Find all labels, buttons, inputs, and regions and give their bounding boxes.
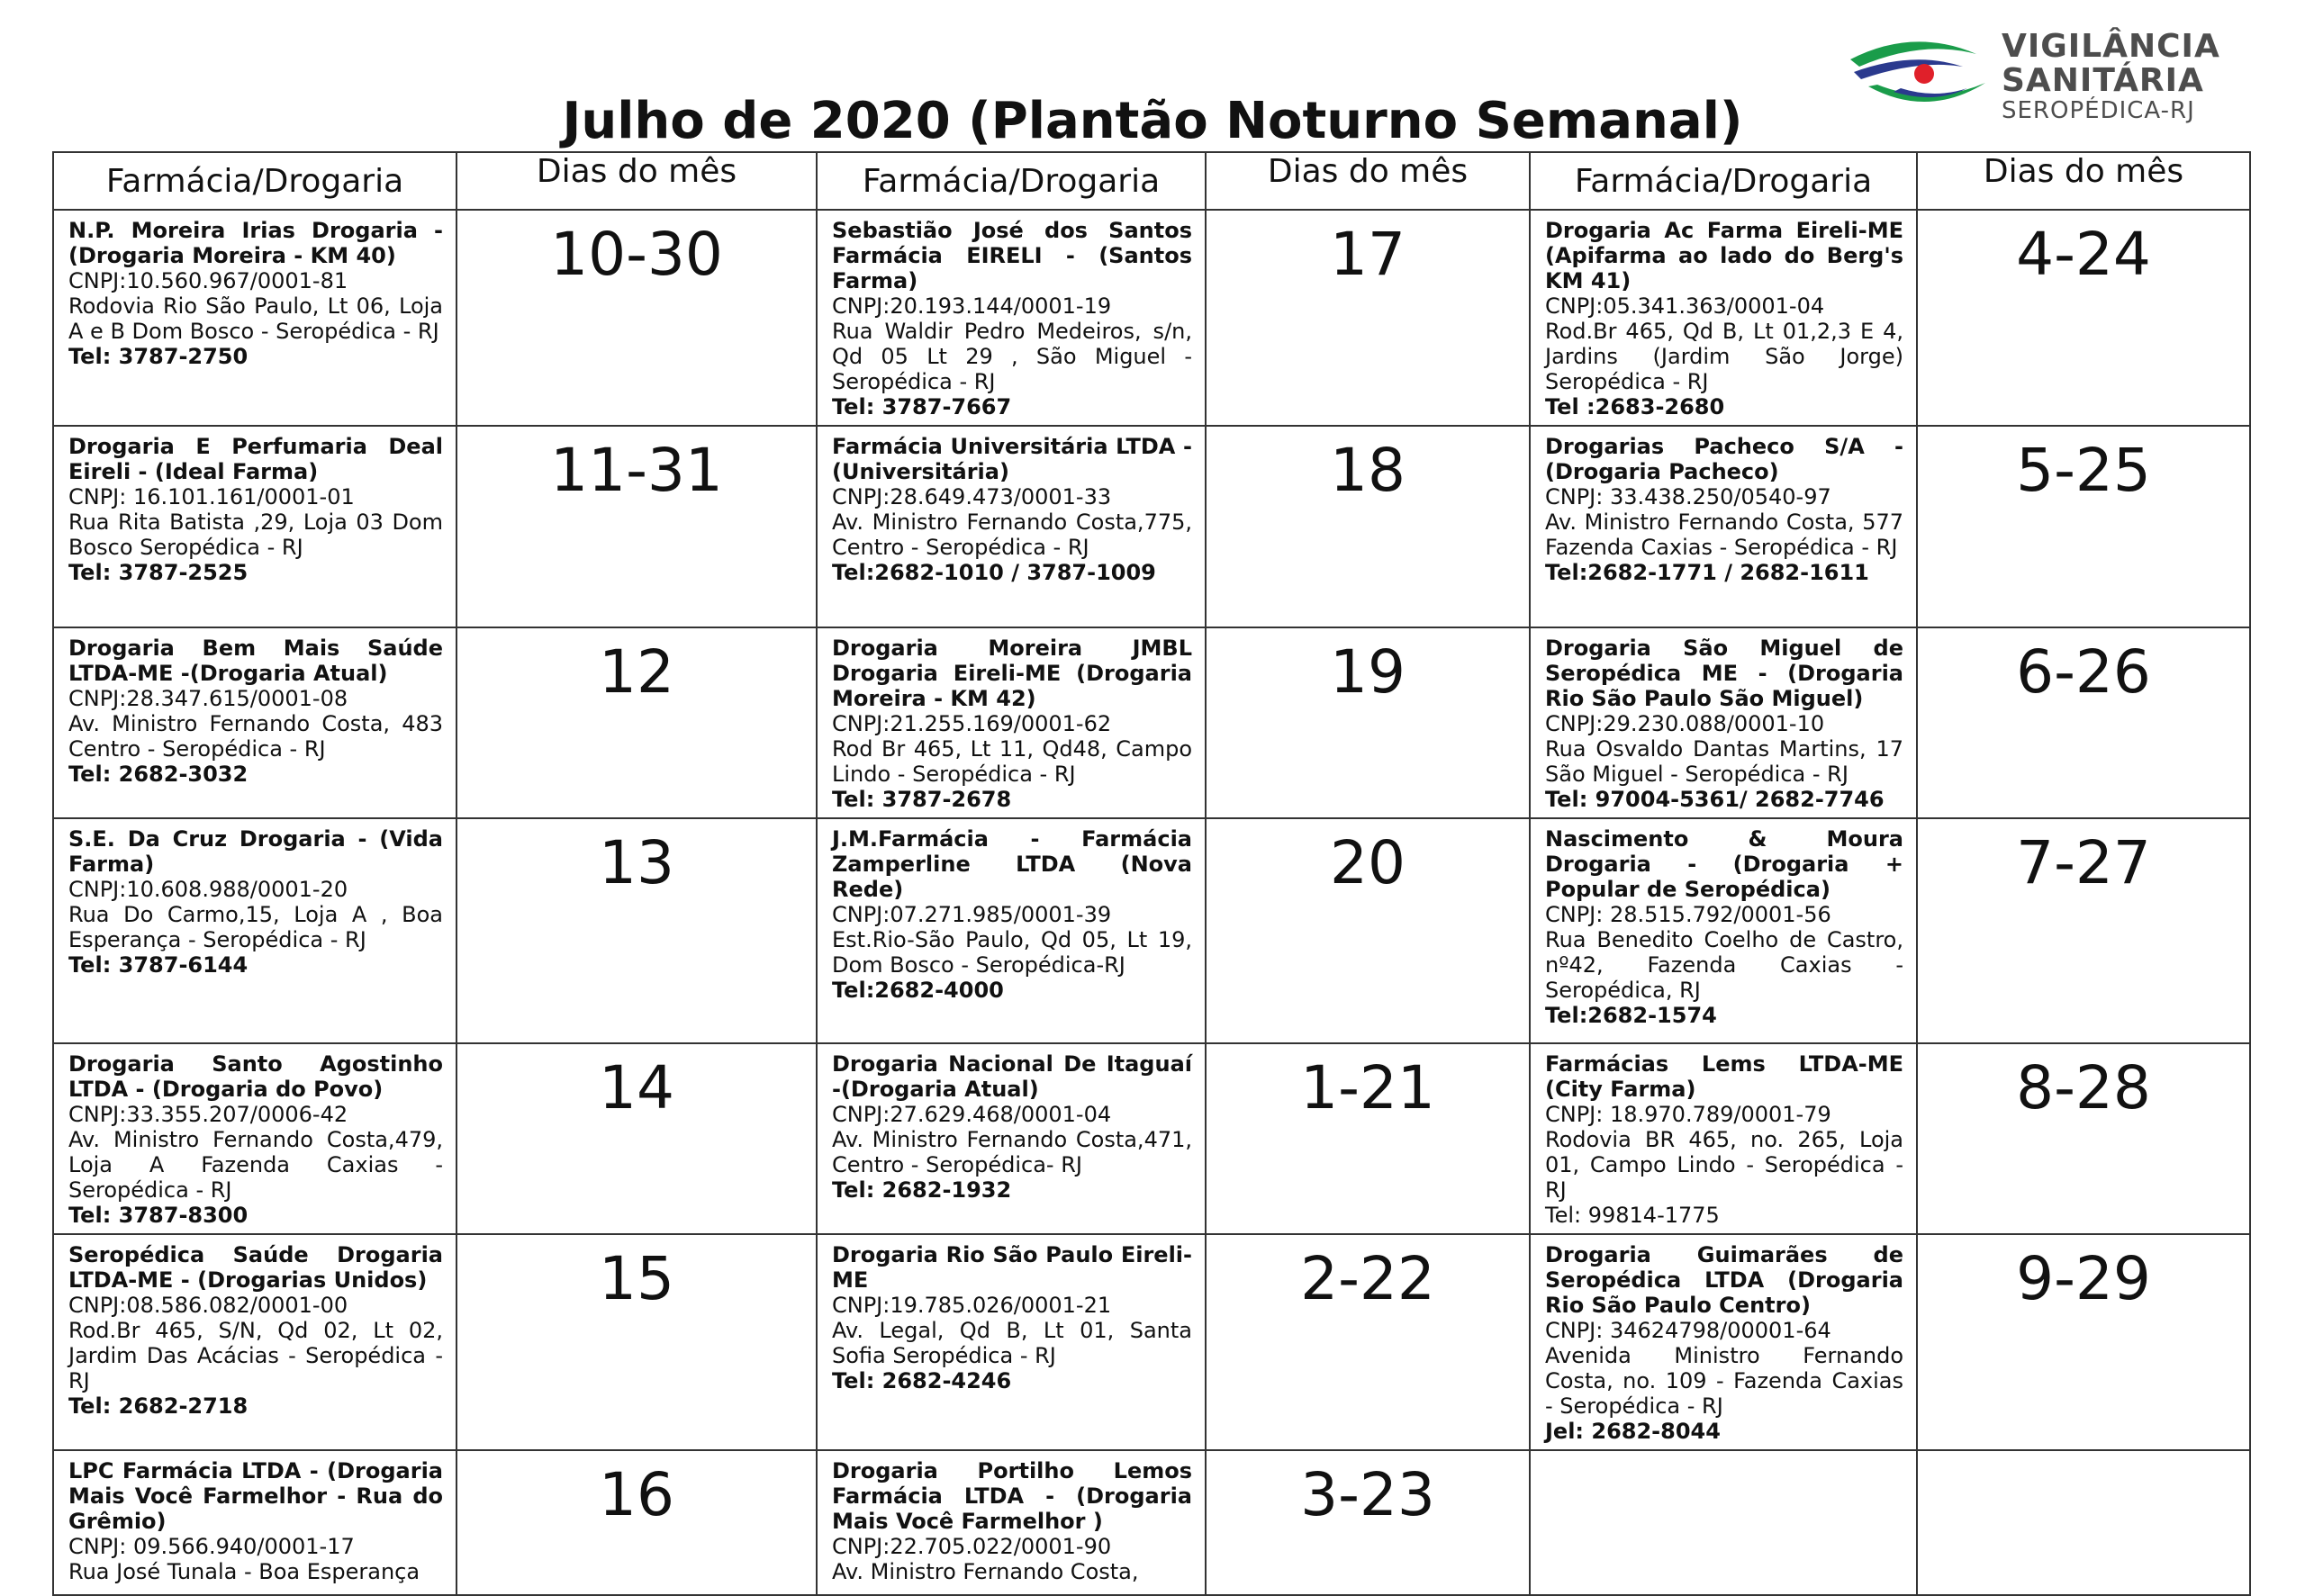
pharmacy-address: Rod.Br 465, S/N, Qd 02, Lt 02, Jardim Das Acácias - Seropédica - RJ bbox=[68, 1318, 443, 1393]
pharmacy-name: Drogaria Moreira JMBL Drogaria Eireli-ME (Drogaria Moreira - KM 42) bbox=[832, 636, 1192, 711]
pharmacy-cnpj: CNPJ:28.649.473/0001-33 bbox=[832, 484, 1112, 509]
pharmacy-address: Rua Do Carmo,15, Loja A , Boa Esperança - Seropédica - RJ bbox=[68, 902, 443, 952]
pharmacy-address: Av. Ministro Fernando Costa, bbox=[832, 1559, 1139, 1584]
duty-days-cell: 2-22 bbox=[1206, 1234, 1530, 1450]
col-header-days: Dias do mês bbox=[1206, 152, 1530, 210]
pharmacy-phone: Tel: 2682-4246 bbox=[832, 1368, 1012, 1393]
table-row bbox=[53, 1234, 2250, 1450]
pharmacy-phone: Tel: 3787-8300 bbox=[68, 1203, 249, 1228]
duty-days-cell: 11-31 bbox=[456, 426, 817, 627]
duty-days-cell: 16 bbox=[456, 1450, 817, 1595]
pharmacy-cell bbox=[1530, 1450, 1917, 1595]
pharmacy-cell bbox=[53, 210, 456, 426]
pharmacy-cell bbox=[53, 818, 456, 1043]
pharmacy-cnpj: CNPJ:19.785.026/0001-21 bbox=[832, 1293, 1112, 1318]
duty-days-cell: 4-24 bbox=[1917, 210, 2250, 426]
pharmacy-phone: Tel:2682-1771 / 2682-1611 bbox=[1545, 560, 1869, 585]
pharmacy-cell bbox=[1530, 426, 1917, 627]
duty-days-cell: 1-21 bbox=[1206, 1043, 1530, 1234]
pharmacy-name: Drogaria Rio São Paulo Eireli- ME bbox=[832, 1242, 1192, 1293]
pharmacy-phone: Jel: 2682-8044 bbox=[1545, 1419, 1721, 1444]
pharmacy-phone: Tel :2683-2680 bbox=[1545, 394, 1725, 419]
pharmacy-cnpj: CNPJ: 33.438.250/0540-97 bbox=[1545, 484, 1831, 509]
duty-days-cell: 18 bbox=[1206, 426, 1530, 627]
pharmacy-cnpj: CNPJ:05.341.363/0001-04 bbox=[1545, 293, 1825, 319]
pharmacy-address: Est.Rio-São Paulo, Qd 05, Lt 19, Dom Bosco - Seropédica-RJ bbox=[832, 927, 1192, 978]
pharmacy-address: Rua Benedito Coelho de Castro, nº42, Fazenda Caxias - Seropédica, RJ bbox=[1545, 927, 1903, 1003]
pharmacy-address: Rod.Br 465, Qd B, Lt 01,2,3 E 4, Jardins (Jardim São Jorge) Seropédica - RJ bbox=[1545, 319, 1903, 394]
pharmacy-name: Drogaria Santo Agostinho LTDA - (Drogaria do Povo) bbox=[68, 1051, 443, 1102]
pharmacy-cnpj: CNPJ:21.255.169/0001-62 bbox=[832, 711, 1112, 736]
table-row bbox=[53, 627, 2250, 818]
pharmacy-cnpj: CNPJ:10.560.967/0001-81 bbox=[68, 268, 348, 293]
pharmacy-name: Nascimento & Moura Drogaria - (Drogaria + Popular de Seropédica) bbox=[1545, 826, 1903, 902]
table-row bbox=[53, 1043, 2250, 1234]
pharmacy-address: Av. Legal, Qd B, Lt 01, Santa Sofia Seropédica - RJ bbox=[832, 1318, 1192, 1368]
pharmacy-name: Drogaria Guimarães de Seropédica LTDA (Drogaria Rio São Paulo Centro) bbox=[1545, 1242, 1903, 1318]
pharmacy-cell bbox=[817, 1234, 1206, 1450]
pharmacy-cell bbox=[53, 1450, 456, 1595]
pharmacy-cell bbox=[817, 426, 1206, 627]
pharmacy-cnpj: CNPJ:29.230.088/0001-10 bbox=[1545, 711, 1825, 736]
pharmacy-phone: Tel: 99814-1775 bbox=[1545, 1203, 1720, 1228]
pharmacy-cell bbox=[53, 1234, 456, 1450]
pharmacy-name: Drogaria Ac Farma Eireli-ME (Apifarma ao lado do Berg's KM 41) bbox=[1545, 218, 1903, 293]
pharmacy-address: Av. Ministro Fernando Costa,471, Centro - Seropédica- RJ bbox=[832, 1127, 1192, 1177]
pharmacy-phone: Tel: 3787-2678 bbox=[832, 787, 1012, 812]
duty-days-cell: 12 bbox=[456, 627, 817, 818]
pharmacy-phone: Tel: 3787-2750 bbox=[68, 344, 249, 369]
pharmacy-cell bbox=[817, 1043, 1206, 1234]
duty-days-cell: 3-23 bbox=[1206, 1450, 1530, 1595]
duty-days-cell: 14 bbox=[456, 1043, 817, 1234]
pharmacy-address: Rua José Tunala - Boa Esperança bbox=[68, 1559, 420, 1584]
pharmacy-cnpj: CNPJ:33.355.207/0006-42 bbox=[68, 1102, 348, 1127]
pharmacy-cnpj: CNPJ:07.271.985/0001-39 bbox=[832, 902, 1112, 927]
pharmacy-phone: Tel: 2682-2718 bbox=[68, 1393, 249, 1419]
pharmacy-cell bbox=[1530, 818, 1917, 1043]
pharmacy-phone: Tel: 3787-6144 bbox=[68, 952, 249, 978]
logo-line-2: SANITÁRIA bbox=[2002, 62, 2204, 99]
table-row bbox=[53, 210, 2250, 426]
duty-days-cell: 8-28 bbox=[1917, 1043, 2250, 1234]
pharmacy-cell bbox=[1530, 1234, 1917, 1450]
logo-line-3: SEROPÉDICA-RJ bbox=[2002, 97, 2195, 124]
pharmacy-cnpj: CNPJ:27.629.468/0001-04 bbox=[832, 1102, 1112, 1127]
pharmacy-name: Seropédica Saúde Drogaria LTDA-ME - (Drogarias Unidos) bbox=[68, 1242, 443, 1293]
pharmacy-address: Rodovia BR 465, no. 265, Loja 01, Campo Lindo - Seropédica - RJ bbox=[1545, 1127, 1903, 1203]
pharmacy-cell bbox=[53, 627, 456, 818]
pharmacy-name: Farmácia Universitária LTDA -(Universitária) bbox=[832, 434, 1192, 484]
pharmacy-cnpj: CNPJ: 09.566.940/0001-17 bbox=[68, 1534, 355, 1559]
pharmacy-address: Rua Waldir Pedro Medeiros, s/n, Qd 05 Lt 29 , São Miguel - Seropédica - RJ bbox=[832, 319, 1192, 394]
pharmacy-cell bbox=[53, 426, 456, 627]
pharmacy-address: Rod Br 465, Lt 11, Qd48, Campo Lindo - Seropédica - RJ bbox=[832, 736, 1192, 787]
pharmacy-name: Drogaria Nacional De Itaguaí -(Drogaria Atual) bbox=[832, 1051, 1192, 1102]
pharmacy-cell bbox=[817, 1450, 1206, 1595]
pharmacy-cnpj: CNPJ:22.705.022/0001-90 bbox=[832, 1534, 1112, 1559]
pharmacy-cnpj: CNPJ:10.608.988/0001-20 bbox=[68, 877, 348, 902]
duty-days-cell: 15 bbox=[456, 1234, 817, 1450]
pharmacy-name: Drogaria Portilho Lemos Farmácia LTDA - (Drogaria Mais Você Farmelhor ) bbox=[832, 1458, 1192, 1534]
duty-days-cell: 7-27 bbox=[1917, 818, 2250, 1043]
pharmacy-cnpj: CNPJ:20.193.144/0001-19 bbox=[832, 293, 1112, 319]
pharmacy-name: Farmácias Lems LTDA-ME (City Farma) bbox=[1545, 1051, 1903, 1102]
pharmacy-address: Av. Ministro Fernando Costa, 577 Fazenda Caxias - Seropédica - RJ bbox=[1545, 509, 1903, 560]
pharmacy-phone: Tel:2682-1010 / 3787-1009 bbox=[832, 560, 1156, 585]
pharmacy-name: S.E. Da Cruz Drogaria - (Vida Farma) bbox=[68, 826, 443, 877]
pharmacy-address: Rodovia Rio São Paulo, Lt 06, Loja A e B Dom Bosco - Seropédica - RJ bbox=[68, 293, 443, 344]
pharmacy-name: Drogaria E Perfumaria Deal Eireli - (Ideal Farma) bbox=[68, 434, 443, 484]
pharmacy-address: Av. Ministro Fernando Costa,479, Loja A Fazenda Caxias - Seropédica - RJ bbox=[68, 1127, 443, 1203]
col-header-pharmacy: Farmácia/Drogaria bbox=[53, 152, 456, 210]
col-header-days: Dias do mês bbox=[456, 152, 817, 210]
pharmacy-cnpj: CNPJ: 16.101.161/0001-01 bbox=[68, 484, 355, 509]
page-title: Julho de 2020 (Plantão Noturno Semanal) bbox=[562, 92, 1743, 150]
table-row bbox=[53, 818, 2250, 1043]
col-header-days: Dias do mês bbox=[1917, 152, 2250, 210]
pharmacy-phone: Tel: 2682-3032 bbox=[68, 762, 249, 787]
duty-days-cell: 10-30 bbox=[456, 210, 817, 426]
pharmacy-name: Drogaria São Miguel de Seropédica ME - (Drogaria Rio São Paulo São Miguel) bbox=[1545, 636, 1903, 711]
pharmacy-name: N.P. Moreira Irias Drogaria - (Drogaria Moreira - KM 40) bbox=[68, 218, 443, 268]
pharmacy-phone: Tel: 3787-2525 bbox=[68, 560, 249, 585]
pharmacy-phone: Tel: 3787-7667 bbox=[832, 394, 1012, 419]
col-header-pharmacy: Farmácia/Drogaria bbox=[1530, 152, 1917, 210]
pharmacy-phone: Tel:2682-4000 bbox=[832, 978, 1004, 1003]
pharmacy-cnpj: CNPJ:28.347.615/0001-08 bbox=[68, 686, 348, 711]
duty-days-cell: 20 bbox=[1206, 818, 1530, 1043]
table-row bbox=[53, 1450, 2250, 1595]
pharmacy-cell bbox=[817, 210, 1206, 426]
pharmacy-name: Drogarias Pacheco S/A - (Drogaria Pacheco) bbox=[1545, 434, 1903, 484]
logo-line-1: VIGILÂNCIA bbox=[2002, 28, 2220, 65]
pharmacy-phone: Tel: 97004-5361/ 2682-7746 bbox=[1545, 787, 1885, 812]
pharmacy-name: Sebastião José dos Santos Farmácia EIRELI - (Santos Farma) bbox=[832, 218, 1192, 293]
duty-days-cell: 13 bbox=[456, 818, 817, 1043]
duty-days-cell: 19 bbox=[1206, 627, 1530, 818]
header-row bbox=[53, 152, 2250, 210]
duty-days-cell: 9-29 bbox=[1917, 1234, 2250, 1450]
pharmacy-cnpj: CNPJ: 28.515.792/0001-56 bbox=[1545, 902, 1831, 927]
pharmacy-name: J.M.Farmácia - Farmácia Zamperline LTDA (Nova Rede) bbox=[832, 826, 1192, 902]
duty-days-cell: 17 bbox=[1206, 210, 1530, 426]
pharmacy-cell bbox=[817, 627, 1206, 818]
pharmacy-cell bbox=[1530, 1043, 1917, 1234]
schedule-table bbox=[52, 151, 2251, 1596]
pharmacy-address: Avenida Ministro Fernando Costa, no. 109 - Fazenda Caxias - Seropédica - RJ bbox=[1545, 1343, 1903, 1419]
pharmacy-address: Rua Rita Batista ,29, Loja 03 Dom Bosco Seropédica - RJ bbox=[68, 509, 443, 560]
pharmacy-cnpj: CNPJ:08.586.082/0001-00 bbox=[68, 1293, 348, 1318]
duty-days-cell: 5-25 bbox=[1917, 426, 2250, 627]
duty-days-cell: 6-26 bbox=[1917, 627, 2250, 818]
pharmacy-cnpj: CNPJ: 18.970.789/0001-79 bbox=[1545, 1102, 1831, 1127]
table-row bbox=[53, 426, 2250, 627]
pharmacy-cell bbox=[53, 1043, 456, 1234]
pharmacy-phone: Tel:2682-1574 bbox=[1545, 1003, 1717, 1028]
duty-days-cell bbox=[1917, 1450, 2250, 1595]
pharmacy-address: Av. Ministro Fernando Costa,775, Centro - Seropédica - RJ bbox=[832, 509, 1192, 560]
pharmacy-cell bbox=[1530, 210, 1917, 426]
pharmacy-name: LPC Farmácia LTDA - (Drogaria Mais Você Farmelhor - Rua do Grêmio) bbox=[68, 1458, 443, 1534]
pharmacy-phone: Tel: 2682-1932 bbox=[832, 1177, 1012, 1203]
pharmacy-cell bbox=[1530, 627, 1917, 818]
pharmacy-address: Rua Osvaldo Dantas Martins, 17 São Miguel - Seropédica - RJ bbox=[1545, 736, 1903, 787]
pharmacy-cnpj: CNPJ: 34624798/00001-64 bbox=[1545, 1318, 1831, 1343]
pharmacy-address: Av. Ministro Fernando Costa, 483 Centro - Seropédica - RJ bbox=[68, 711, 443, 762]
pharmacy-cell bbox=[817, 818, 1206, 1043]
pharmacy-name: Drogaria Bem Mais Saúde LTDA-ME -(Drogaria Atual) bbox=[68, 636, 443, 686]
col-header-pharmacy: Farmácia/Drogaria bbox=[817, 152, 1206, 210]
